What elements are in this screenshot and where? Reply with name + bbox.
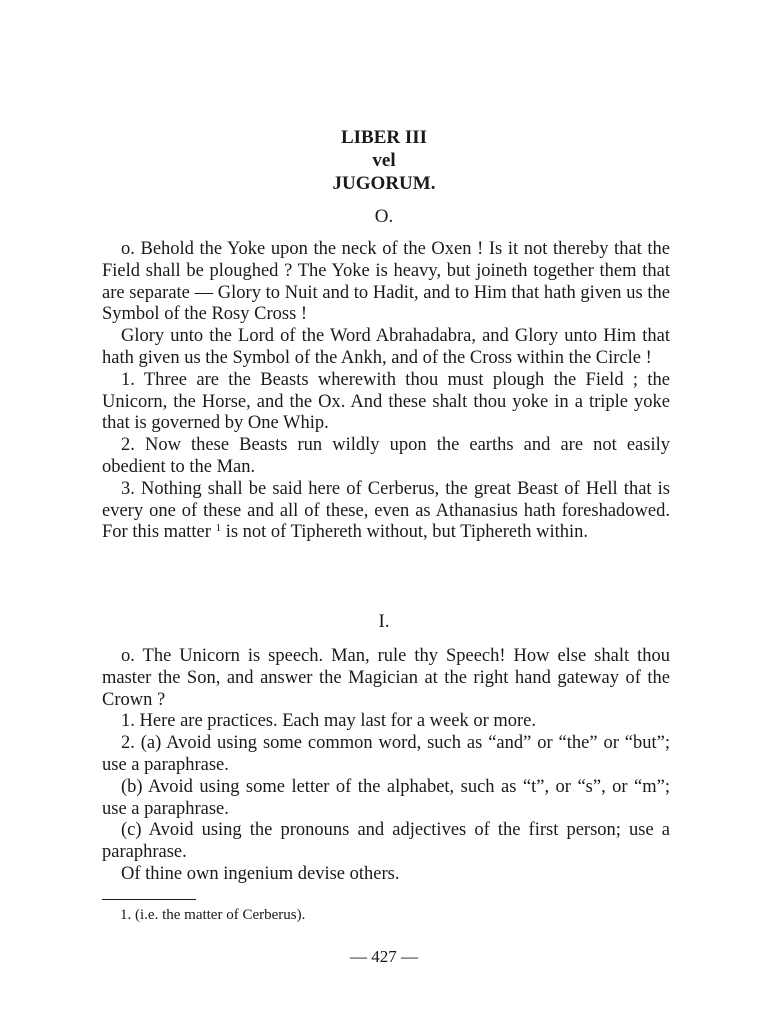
paragraph-i-1: 1. Here are practices. Each may last for a week or more. — [121, 711, 537, 732]
section-heading-o: O. — [374, 206, 394, 227]
section-heading-i: I. — [378, 611, 390, 632]
section-o-body — [102, 239, 670, 544]
paragraph-i-2a: 2. (a) Avoid using some common word, such as “and” or “the” or “but”; use a paraphrase. — [102, 733, 670, 775]
paragraph-glory: Glory unto the Lord of the Word Abrahadabra, and Glory unto Him that hath given us the Symbol of the Ankh, and of the Cross within the Circle ! — [102, 326, 670, 368]
paragraph-i-0: o. The Unicorn is speech. Man, rule thy Speech! How else shalt thou master the Son, and answer the Magician at the right hand gateway of the Crown ? — [102, 646, 670, 710]
book-title-connector: vel — [372, 150, 396, 171]
paragraph-i-closing: Of thine own ingenium devise others. — [121, 863, 400, 884]
section-i-body — [102, 646, 670, 886]
book-subtitle: JUGORUM. — [332, 173, 436, 194]
footnote-reference[interactable]: 1 — [215, 522, 222, 535]
footnote: 1. (i.e. the matter of Cerberus). — [120, 907, 306, 923]
paragraph-o-3-text: 3. Nothing shall be said here of Cerberus, the great Beast of Hell that is every one of these and all of these, even as Athanasius hath foreshadowed. For this matter — [102, 478, 670, 543]
footnote-divider — [102, 899, 196, 900]
paragraph-o-3-text-end: is not of Tiphereth without, but Tiphereth within. — [221, 522, 589, 543]
paragraph-o-3 — [102, 479, 670, 544]
paragraph-o-1: 1. Three are the Beasts wherewith thou must plough the Field ; the Unicorn, the Horse, and the Ox. And these shalt thou yoke in a triple yoke that is governed by One Whip. — [102, 369, 670, 434]
book-title: LIBER III — [340, 127, 428, 148]
paragraph-o-0: o. Behold the Yoke upon the neck of the Oxen ! Is it not thereby that the Field shall be ploughed ? The Yoke is heavy, but joineth together them that are separate — Glory to Nuit and to Hadit, and to Him that hath given us the Symbol of the Rosy Cross ! — [102, 239, 670, 325]
paragraph-o-2: 2. Now these Beasts run wildly upon the earths and are not easily obedient to the Man. — [102, 435, 670, 477]
paragraph-i-2b: (b) Avoid using some letter of the alphabet, such as “t”, or “s”, or “m”; use a paraphrase. — [102, 776, 670, 819]
paragraph-i-2c: (c) Avoid using the pronouns and adjectives of the first person; use a paraphrase. — [102, 820, 670, 863]
page-number: — 427 — — [350, 947, 418, 966]
